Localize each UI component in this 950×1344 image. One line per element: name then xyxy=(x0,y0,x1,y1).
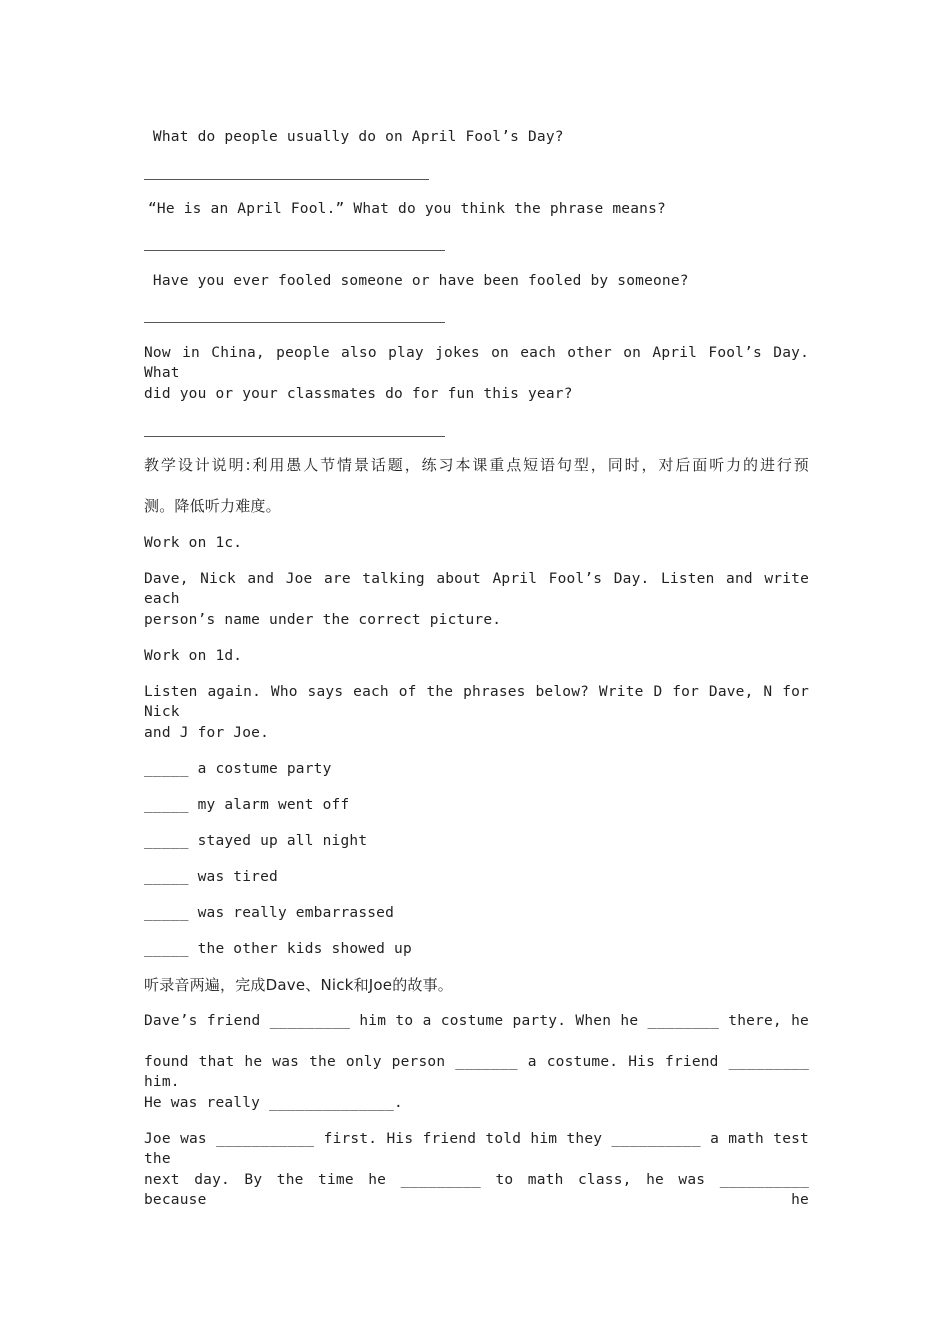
question-4-line-2: did you or your classmates do for fun this year? xyxy=(144,386,573,402)
joe-story-line-1: Joe was ___________ first. His friend told him they __________ a math test the xyxy=(144,1131,809,1167)
phrase-item: _____ a costume party xyxy=(144,761,332,777)
dave-story-line-1: Dave’s friend _________ him to a costume party. When he ________ there, he xyxy=(144,1013,809,1029)
design-note-line-1: 教学设计说明:利用愚人节情景话题，练习本课重点短语句型，同时，对后面听力的进行预 xyxy=(144,456,809,474)
phrase-item: _____ the other kids showed up xyxy=(144,941,412,957)
task-1d-line-2: and J for Joe. xyxy=(144,725,270,741)
phrase-item: _____ stayed up all night xyxy=(144,833,368,849)
task-1c-heading: Work on 1c. xyxy=(144,535,243,551)
question-4-line-1: Now in China, people also play jokes on each other on April Fool’s Day. What xyxy=(144,345,809,381)
design-note-line-2: 测。降低听力难度。 xyxy=(144,497,281,515)
joe-story-line-2: next day. By the time he _________ to math class, he was __________ because he xyxy=(144,1172,809,1208)
dave-story-line-3: He was really ______________. xyxy=(144,1095,403,1111)
question-1: What do people usually do on April Fool’s Day? xyxy=(144,129,564,145)
task-1d-heading: Work on 1d. xyxy=(144,648,243,664)
task-1c-line-1: Dave, Nick and Joe are talking about April Fool’s Day. Listen and write each xyxy=(144,571,809,607)
dave-story-line-2: found that he was the only person _______ a costume. His friend _________ him. xyxy=(144,1054,809,1090)
answer-line-1 xyxy=(144,179,429,180)
story-instruction: 听录音两遍，完成Dave、Nick和Joe的故事。 xyxy=(144,976,454,994)
question-2: “He is an April Fool.” What do you think the phrase means? xyxy=(148,201,666,217)
phrase-item: _____ was tired xyxy=(144,869,278,885)
question-3: Have you ever fooled someone or have been fooled by someone? xyxy=(144,273,689,289)
answer-line-3 xyxy=(144,322,445,323)
answer-line-2 xyxy=(144,250,445,251)
task-1c-line-2: person’s name under the correct picture. xyxy=(144,612,502,628)
phrase-item: _____ my alarm went off xyxy=(144,797,350,813)
answer-line-4 xyxy=(144,436,445,437)
task-1d-line-1: Listen again. Who says each of the phrases below? Write D for Dave, N for Nick xyxy=(144,684,809,720)
phrase-item: _____ was really embarrassed xyxy=(144,905,395,921)
